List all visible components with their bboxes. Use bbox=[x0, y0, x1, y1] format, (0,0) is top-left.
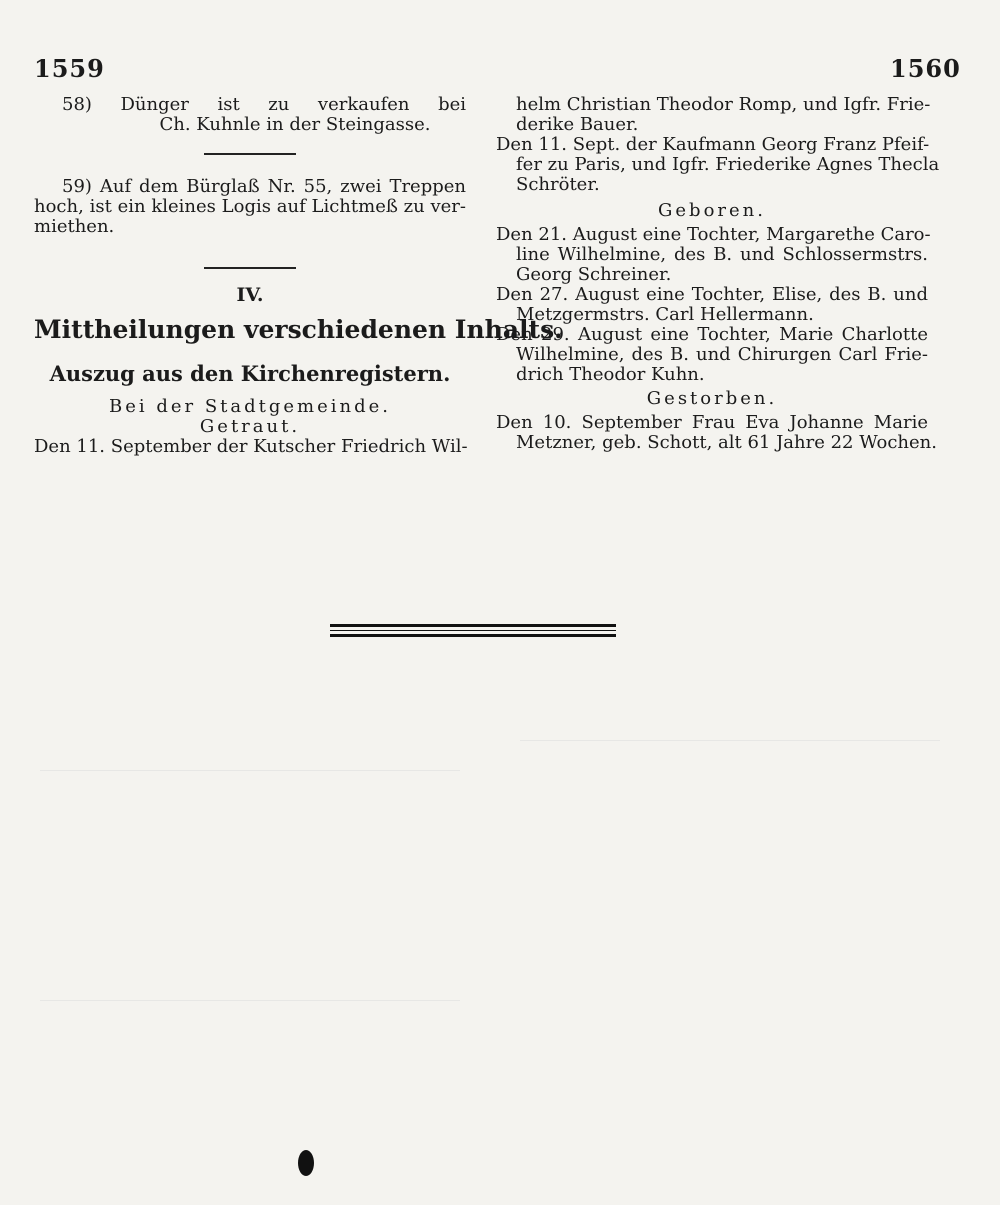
notice-58 bbox=[34, 95, 466, 135]
end-rule bbox=[330, 624, 616, 637]
born-entry-line: Wilhelmine, des B. und Chirurgen Carl Frie- bbox=[516, 344, 928, 365]
born-entry-line: Den 21. August eine Tochter, Margarethe Caro- bbox=[496, 224, 931, 245]
parish-heading: Bei der Stadtgemeinde. bbox=[108, 396, 392, 417]
died-entry-line1: Den 10. September Frau Eva Johanne Marie bbox=[496, 412, 928, 433]
notice-59-line2: hoch, ist ein kleines Logis auf Lichtmeß zu ver- bbox=[34, 196, 466, 217]
married-entry-2-line3: Schröter. bbox=[516, 174, 600, 195]
born-heading: Geboren. bbox=[658, 200, 766, 221]
married-entry-2-line1: Den 11. Sept. der Kaufmann Georg Franz Pfeif- bbox=[496, 134, 930, 155]
married-heading: Getraut. bbox=[199, 416, 301, 437]
born-entry bbox=[496, 285, 928, 325]
born-entry-line: Georg Schreiner. bbox=[516, 264, 672, 285]
notice-59 bbox=[34, 177, 466, 237]
died-heading: Gestorben. bbox=[646, 388, 778, 409]
reverse-side-bleed bbox=[40, 770, 460, 931]
ink-blot bbox=[298, 1150, 314, 1176]
married-entry-1-cont-line2: derike Bauer. bbox=[516, 114, 639, 135]
reverse-side-bleed bbox=[40, 1000, 460, 1111]
born-entry-line: Den 29. August eine Tochter, Marie Charlotte bbox=[496, 324, 928, 345]
born-entry-line: Metzgermstrs. Carl Hellermann. bbox=[516, 304, 814, 325]
born-entry-line: Den 27. August eine Tochter, Elise, des B. und bbox=[496, 284, 928, 305]
born-entry bbox=[496, 224, 931, 285]
subsection-title: Auszug aus den Kirchenregistern. bbox=[49, 361, 451, 386]
born-entry-line: drich Theodor Kuhn. bbox=[516, 364, 705, 385]
married-entry-2-line2: fer zu Paris, und Igfr. Friederike Agnes Thecla bbox=[516, 154, 940, 175]
page-number-right: 1560 bbox=[890, 54, 961, 83]
notice-58-line1: 58) Dünger ist zu verkaufen bei bbox=[62, 94, 466, 115]
married-entry-1-start: Den 11. September der Kutscher Friedrich Wil- bbox=[34, 436, 468, 457]
notice-58-line2: Ch. Kuhnle in der Steingasse. bbox=[159, 114, 431, 135]
section-number: IV. bbox=[236, 284, 264, 306]
section-title: Mittheilungen verschiedenen Inhalts. bbox=[34, 315, 563, 344]
reverse-side-bleed bbox=[520, 740, 940, 1121]
married-entry-1-cont-line1: helm Christian Theodor Romp, und Igfr. Frie- bbox=[516, 94, 931, 115]
notice-59-line1: 59) Auf dem Bürglaß Nr. 55, zwei Treppen bbox=[62, 176, 466, 197]
page-number-left: 1559 bbox=[34, 54, 105, 83]
died-entry-line2: Metzner, geb. Schott, alt 61 Jahre 22 Wochen. bbox=[516, 432, 937, 453]
born-entry-line: line Wilhelmine, des B. und Schlossermstrs. bbox=[516, 244, 928, 265]
born-entry bbox=[496, 325, 928, 385]
notice-59-line3: miethen. bbox=[34, 216, 115, 237]
right-column bbox=[496, 94, 940, 453]
